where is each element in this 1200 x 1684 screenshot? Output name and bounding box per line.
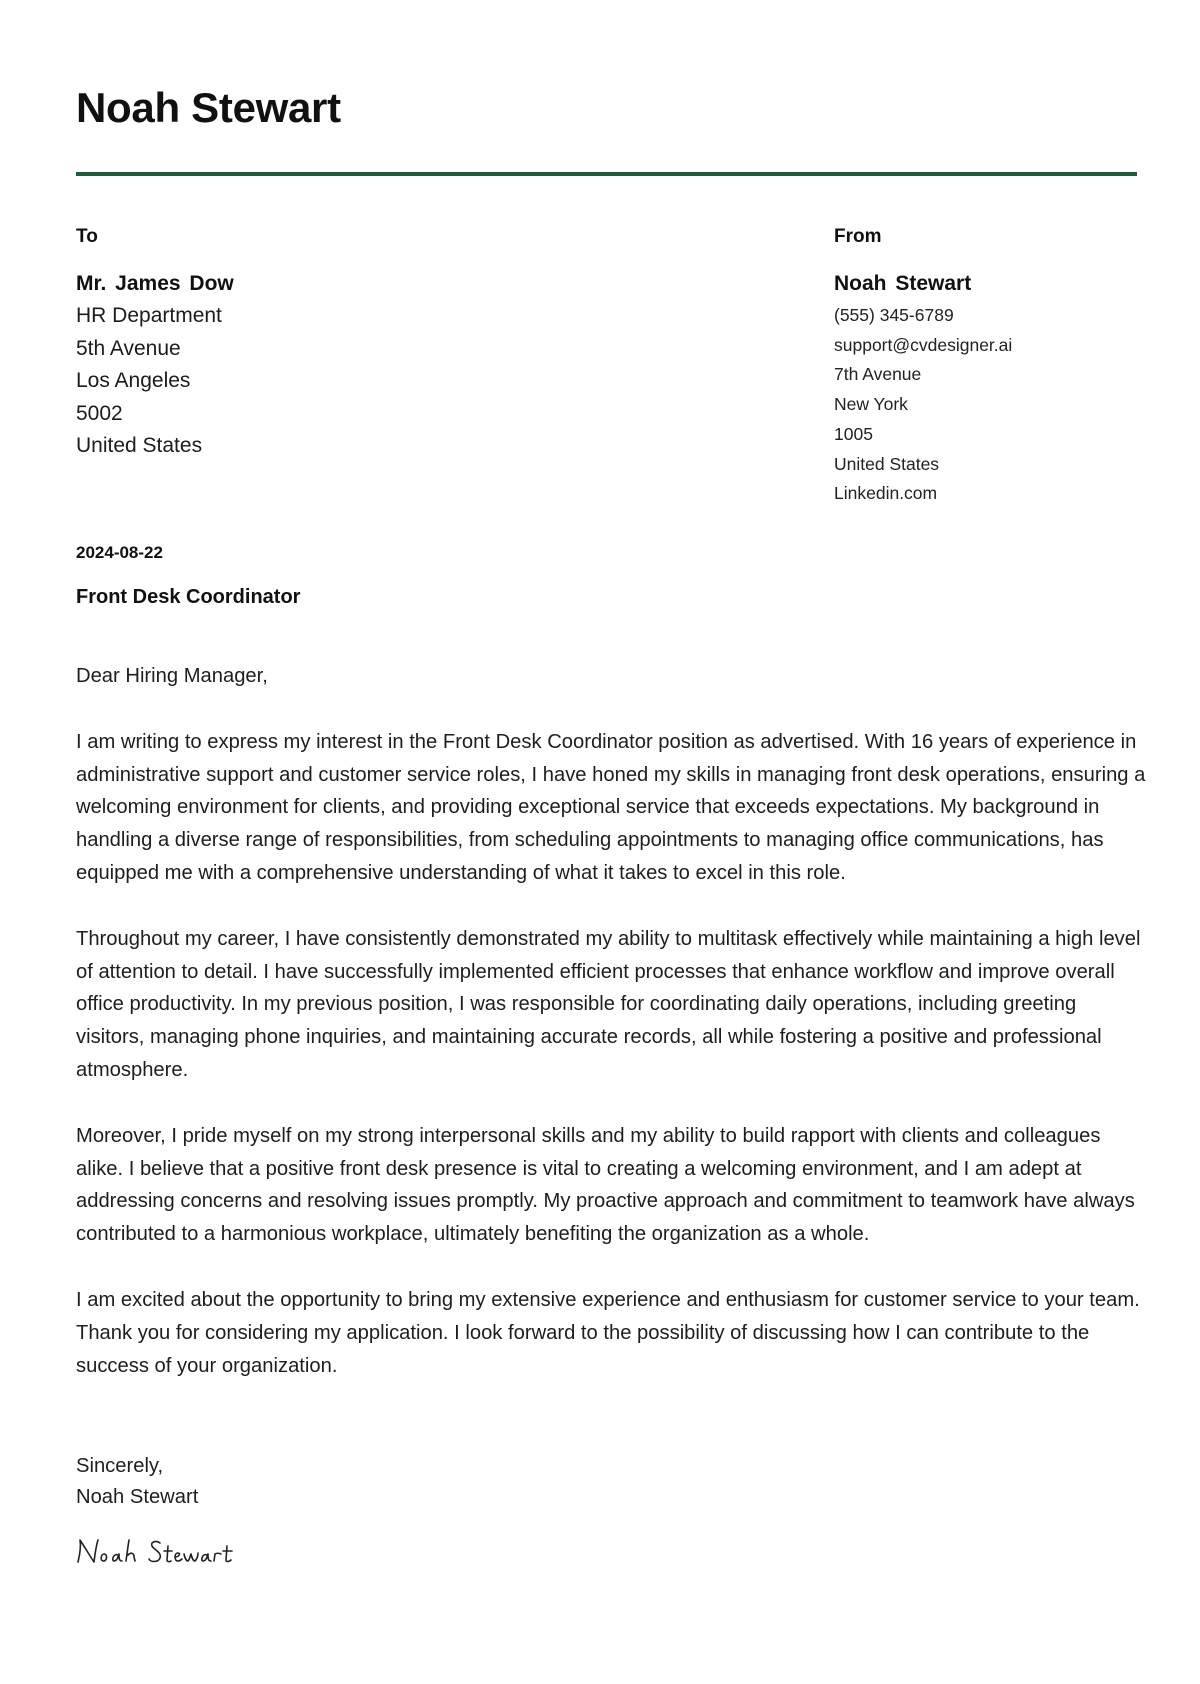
recipient-name: Mr. James Dow [76,272,234,295]
sender-email: support@cvdesigner.ai [834,334,1013,355]
sender-country: United States [834,453,940,474]
closing-name: Noah Stewart [76,1486,199,1508]
sender-city: New York [834,394,908,415]
body-paragraph: I am writing to express my interest in the Front Desk Coordinator position as advertised. With 16 years of experience in administrative support and customer service roles, I have honed my skills in managing front desk operations, ensuring a welcoming environment for clients, and providing exceptional service that exceeds expectations. My background in handling a diverse range of responsibilities, from scheduling appointments to managing office communications, has equipped me with a comprehensive understanding of what it takes to excel in this role. [76,730,1146,884]
sender-linkedin: Linkedin.com [834,483,938,504]
recipient-address [76,300,696,463]
header-name: Noah Stewart [76,84,341,131]
sender-postal-code: 1005 [834,423,873,444]
letter-date: 2024-08-22 [76,543,163,562]
closing-phrase: Sincerely, [76,1455,164,1477]
body-paragraph: Throughout my career, I have consistently demonstrated my ability to multitask effectively while maintaining a high level of attention to detail. I have successfully implemented efficient processes that enhance workflow and improve overall office productivity. In my previous position, I was responsible for coordinating daily operations, including greeting visitors, managing phone inquiries, and maintaining accurate records, all while fostering a positive and professional atmosphere. [76,927,1141,1081]
sender-heading: From [834,226,882,247]
recipient-line: United States [76,434,203,457]
body-paragraph: Moreover, I pride myself on my strong interpersonal skills and my ability to build rapport with clients and colleagues alike. I believe that a positive front desk presence is vital to creating a welcoming environment, and I am adept at addressing concerns and resolving issues promptly. My proactive approach and commitment to teamwork have always contributed to a harmonious workplace, ultimately benefiting the organization as a whole. [76,1124,1135,1246]
sender-block [834,222,1154,509]
sender-contact [834,301,1154,509]
closing-block [76,1451,198,1513]
handwritten-signature [74,1532,244,1576]
recipient-line: 5th Avenue [76,336,181,360]
body-paragraph: I am excited about the opportunity to bring my extensive experience and enthusiasm for customer service to your team. Thank you for considering my application. I look forward to the possibility of discussing how I can contribute to the success of your organization. [76,1288,1140,1377]
sender-name: Noah Stewart [834,272,972,295]
salutation: Dear Hiring Manager, [76,665,268,687]
sender-street: 7th Avenue [834,364,922,385]
recipient-heading: To [76,226,98,247]
recipient-line: Los Angeles [76,369,191,392]
job-title: Front Desk Coordinator [76,586,301,608]
recipient-block [76,222,696,463]
letter-body [76,660,1148,1415]
header-divider [76,172,1137,176]
sender-phone: (555) 345-6789 [834,305,954,325]
recipient-line: 5002 [76,401,123,425]
recipient-line: HR Department [76,304,222,327]
